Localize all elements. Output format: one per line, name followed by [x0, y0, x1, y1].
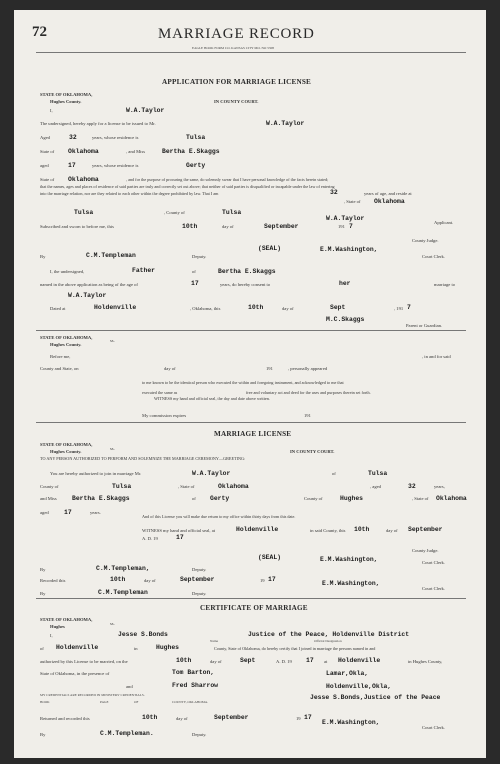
lic-ss: ss. — [110, 446, 115, 451]
cert-r-month: September — [214, 714, 249, 721]
lic-rec-day-of: day of — [144, 578, 156, 583]
cert-and: and — [126, 684, 133, 689]
cert-i: I, — [50, 633, 53, 638]
lic-clerk-name: E.M.Washington, — [320, 556, 378, 563]
cert-book: BOOK — [40, 700, 50, 704]
lic-years: years, — [434, 484, 445, 489]
consent-of: of — [192, 269, 196, 274]
lic-w-day-of: day of — [386, 528, 398, 533]
lic-county-of-2: County of — [304, 496, 323, 501]
cert-by: By — [40, 732, 46, 737]
consent-text-2: years, do hereby consent to — [220, 282, 271, 287]
subscribed-label: Subscribed and sworn to before me, this — [40, 224, 114, 229]
ack-county: Hughes County. — [50, 342, 82, 347]
lic-aged: , aged — [370, 484, 381, 489]
lic-groom: W.A.Taylor — [192, 470, 231, 477]
divider — [36, 330, 466, 331]
cert-r-clerk: E.M.Washington, — [322, 719, 380, 726]
cert-county: Hughes — [50, 624, 65, 629]
app-text: The undersigned, hereby apply for a license to be issued to Mr. — [40, 121, 156, 126]
lic-bride-county: Hughes — [340, 495, 364, 502]
certificate-header: CERTIFICATE OF MARRIAGE — [200, 604, 308, 612]
oath-text-1: , and for the purpose of procuring the same, do solemnly swear that I have personal knowledge of the facts herein stated; — [126, 177, 329, 182]
lic-witness-place: Holdenville — [236, 526, 279, 533]
lic-rec-month: September — [180, 576, 215, 583]
cert-name-label: Name — [210, 639, 219, 643]
cert-ss: ss. — [110, 621, 115, 626]
cert-m-day: 10th — [176, 657, 192, 664]
cert-county-name: Hughes — [156, 644, 180, 651]
aged-label: Aged — [40, 135, 50, 140]
lic-state-of-2: , State of — [412, 496, 429, 501]
sub-day: 10th — [182, 223, 198, 230]
lic-groom-city: Tulsa — [368, 470, 388, 477]
ack-known: to me known to be the identical person who executed the within and foregoing instrument, and acknowledged to me that — [142, 380, 344, 385]
ack-year: 191 — [266, 366, 273, 371]
dated-day-of: day of — [282, 306, 294, 311]
lic-bride-age: 17 — [64, 509, 72, 516]
applicant-sig: W.A.Taylor — [326, 215, 365, 222]
cert-r-day: 10th — [142, 714, 158, 721]
lic-witness: WITNESS my hand and official seal, at — [142, 528, 216, 533]
oklahoma-this: , Oklahoma, this — [190, 306, 221, 311]
cert-witness-2: Fred Sharrow — [172, 682, 219, 689]
lic-state-of: , State of — [178, 484, 195, 489]
bride-age: 17 — [68, 162, 76, 169]
lic-rec-court-clerk: Court Clerk. — [422, 586, 445, 591]
cert-authorized-by: authorized by this License to be married, on the — [40, 659, 128, 664]
cert-in: in — [134, 646, 138, 651]
parent-sig: M.C.Skaggs — [326, 316, 365, 323]
cert-witness-1-addr: Lamar,Okla, — [326, 670, 369, 677]
lic-of: of — [332, 471, 336, 476]
divider — [36, 422, 466, 423]
affiant-age: 32 — [330, 189, 338, 196]
day-of-label: day of — [222, 224, 234, 229]
clerk-name: E.M.Washington, — [320, 246, 378, 253]
affiant-city: Tulsa — [74, 209, 94, 216]
ack-in-and-for: , in and for said — [422, 354, 451, 359]
groom-state: Oklahoma — [68, 148, 99, 155]
ack-executed: executed the same as — [142, 390, 178, 395]
ack-witness: WITNESS my hand and official seal, the day and date above written. — [154, 396, 270, 401]
ack-before-me: Before me, — [50, 354, 71, 359]
record-page: 72 MARRIAGE RECORD EAGLE BOOK FORM CO. KANSAS CITY MO. NO 5308 APPLICATION FOR MARRIAGE LICENSE STATE OF OKLAHOMA, Hughes County. IN COUNTY COURT. I, W.A.Taylor The undersigned, hereby apply for a license to be issued to Mr. W.A.Taylor Aged 32 years, whose residence is Tulsa State of Oklahoma , and Miss Bertha E.Skaggs aged 17 years, whose residence is Gerty State of Oklahoma , and for the purpose of procuring the same, do solemnly swear that I have personal knowledge of the facts herein stated; that the names, ages and places of residence of said parties are truly and correctly set out above; that neither of said parties is disqualified or incapable under the law of entering into the marriage relation, nor are they related to each other within the degree prohibited by law. That I am 32 years of age, and reside at Oklahoma Tulsa , County of Tulsa , State of W.A.Taylor Subscribed and sworn to before me, this 10th day of September 191 7 Applicant. County Judge. By C.M.Templeman Deputy. (SEAL) E.M.Washington, Court Clerk. I, the undersigned, Father of Bertha E.Skaggs named in the above application as being of the age of 17 years, do hereby consent to her marriage to W.A.Taylor Dated at Holdenville , Oklahoma, this 10th day of Sept , 191 7 M.C.Skaggs Parent or Guardian. STATE OF OKLAHOMA, Hughes County. ss. Before me, , in and for said County and State, on day of 191 , personally appeared to me known to be the identical person who executed the within and foregoing instrument, and acknowledged to me that executed the same as free and voluntary act and deed for the uses and purposes therein set forth. WITNESS my hand and official seal, the day and date above written. My commission expires 191 MARRIAGE LICENSE STATE OF OKLAHOMA, Hughes County. ss. IN COUNTY COURT. TO ANY PERSON AUTHORIZED TO PERFORM AND SOLEMNIZE THE MARRIAGE CEREMONY—GREETING: You are hereby authorized to join in marriage Mr. W.A.Taylor of Tulsa County of Tulsa , State of Oklahoma , aged 32 years, and Miss Bertha E.Skaggs of Gerty County of Hughes , State of Oklahoma aged 17 years. And of this License you will make due return to my office within thirty days from this date. WITNESS my hand and official seal, at Holdenville in said County, this 10th day of September A. D. 19 17 County Judge. (SEAL) E.M.Washington, Court Clerk. By C.M.Templeman, Deputy. Recorded this 10th day of September 19 17 E.M.Washington, Court Clerk. By C.M.Templeman Deputy. CERTIFICATE OF MARRIAGE STATE OF OKLAHOMA, Hughes ss. I, Jesse S.Bonds Name Justice of the Peace, Holdenville District Official Designation of Holdenville in Hughes County, State of Oklahoma, do hereby certify that I joined in marriage the persons named in and authorized by this License to be married, on the 10th day of Sept A. D. 19 17 at Holdenville in Hughes County, State of Oklahoma, in the presence of Tom Barton, Lamar,Okla, and Fred Sharrow Holdenville,Okla, MY CREDENTIALS ARE RECORDED IN MINISTERS' CREDENTIALS. BOOK PAGE OF COUNTY, OKLAHOMA. Jesse S.Bonds,Justice of the Peace Returned and recorded this 10th day of September 19 17 E.M.Washington, Court Clerk. By C.M.Templeman. Deputy. — [14, 10, 486, 758]
consent-groom: W.A.Taylor — [68, 292, 107, 299]
dated-month: Sept — [330, 304, 346, 311]
state-of-label-2: , State of — [344, 199, 361, 204]
ack-state: STATE OF OKLAHOMA, — [40, 335, 93, 340]
oath-text-2: that the names, ages and places of residence of said parties are truly and correctly set out above; that neither of said parties is disqualified or incapable under the law of entering — [40, 184, 335, 189]
lic-by: By — [40, 567, 46, 572]
lic-rec-clerk: E.M.Washington, — [322, 580, 380, 587]
ack-ss: ss. — [110, 338, 115, 343]
state-label-2: State of — [40, 177, 55, 182]
lic-aged-2: aged — [40, 510, 49, 515]
cert-place: Holdenville — [56, 644, 99, 651]
lic-authorized: You are hereby authorized to join in marriage Mr. — [50, 471, 142, 476]
cert-ad: A. D. 19 — [276, 659, 292, 664]
cert-page: PAGE — [100, 700, 109, 704]
lic-recorded: Recorded this — [40, 578, 66, 583]
lic-years-2: years. — [90, 510, 101, 515]
cert-m-day-of: day of — [210, 659, 222, 664]
lic-deputy-name: C.M.Templeman, — [96, 565, 150, 572]
bride-residence: Gerty — [186, 162, 206, 169]
lic-return: And of this License you will make due return to my office within thirty days from this date. — [142, 514, 296, 519]
lic-groom-age: 32 — [408, 483, 416, 490]
county-of-label: , County of — [164, 210, 185, 215]
ack-commission: My commission expires — [142, 413, 187, 418]
cert-county-oklahoma: COUNTY, OKLAHOMA. — [172, 700, 209, 704]
lic-rec-day: 10th — [110, 576, 126, 583]
lic-rec-deputy: C.M.Templeman — [98, 589, 148, 596]
lic-w-year: 17 — [176, 534, 184, 541]
consent-text: named in the above application as being of the age of — [40, 282, 138, 287]
cert-officiant-title: Justice of the Peace, Holdenville District — [248, 631, 410, 638]
cert-officiant-sig: Jesse S.Bonds,Justice of the Peace — [310, 694, 441, 701]
cert-r-deputy-label: Deputy. — [192, 732, 207, 737]
lic-w-month: September — [408, 526, 443, 533]
cert-returned: Returned and recorded this — [40, 716, 90, 721]
ack-day-of: day of — [164, 366, 176, 371]
bride-state: Oklahoma — [68, 176, 99, 183]
sub-month: September — [264, 223, 299, 230]
page-number: 72 — [32, 24, 47, 40]
app-county: Hughes County. — [50, 99, 82, 104]
app-court: IN COUNTY COURT. — [214, 99, 259, 104]
divider — [36, 52, 466, 53]
cert-in-hughes: in Hughes County, — [408, 659, 443, 664]
publisher-line: EAGLE BOOK FORM CO. KANSAS CITY MO. NO 5308 — [192, 46, 275, 50]
cert-officiant: Jesse S.Bonds — [118, 631, 168, 638]
cert-at: at — [324, 659, 328, 664]
seal: (SEAL) — [258, 245, 282, 252]
lic-deputy-label: Deputy. — [192, 567, 207, 572]
lic-bride: Bertha E.Skaggs — [72, 495, 130, 502]
county-judge-label: County Judge. — [412, 238, 439, 243]
cert-county-state: County, State of Oklahoma, do hereby certify that I joined in marriage the persons named in and — [214, 646, 376, 651]
ack-commission-year: 191 — [304, 413, 311, 418]
lic-greeting: TO ANY PERSON AUTHORIZED TO PERFORM AND SOLEMNIZE THE MARRIAGE CEREMONY—GREETING: — [40, 456, 246, 461]
residence-label-2: years, whose residence is — [92, 163, 139, 168]
lic-county-of: County of — [40, 484, 59, 489]
lic-of-2: of — [192, 496, 196, 501]
consent-relation: Father — [132, 267, 156, 274]
application-header: APPLICATION FOR MARRIAGE LICENSE — [162, 78, 312, 86]
ack-personally: , personally appeared — [288, 366, 328, 371]
cert-state-presence: State of Oklahoma, in the presence of — [40, 671, 110, 676]
lic-county: Hughes County. — [50, 449, 82, 454]
cert-witness-1: Tom Barton, — [172, 669, 215, 676]
lic-groom-county: Tulsa — [112, 483, 132, 490]
applicant-name: W.A.Taylor — [126, 107, 165, 114]
lic-and-miss: and Miss — [40, 496, 57, 501]
affiant-county: Tulsa — [222, 209, 242, 216]
lic-court-clerk: Court Clerk. — [422, 560, 445, 565]
lic-bride-city: Gerty — [210, 495, 230, 502]
cert-r-year: 17 — [304, 714, 312, 721]
license-header: MARRIAGE LICENSE — [214, 430, 292, 438]
lic-groom-state: Oklahoma — [218, 483, 249, 490]
bride-name: Bertha E.Skaggs — [162, 148, 220, 155]
mr-name: W.A.Taylor — [266, 120, 305, 127]
cert-credentials: MY CREDENTIALS ARE RECORDED IN MINISTERS' CREDENTIALS. — [40, 693, 145, 697]
dated-year-prefix: , 191 — [394, 306, 404, 311]
cert-of: of — [40, 646, 44, 651]
lic-rec-year-prefix: 19 — [260, 578, 265, 583]
applicant-label: Applicant. — [434, 220, 454, 225]
lic-bride-state: Oklahoma — [436, 495, 467, 502]
oath-text-3: into the marriage relation, nor are they related to each other within the degree prohibited by law. That I am — [40, 191, 219, 196]
by-label: By — [40, 254, 46, 259]
oath-text-4: years of age, and reside at — [364, 191, 412, 196]
page-title: MARRIAGE RECORD — [158, 26, 315, 42]
cert-title-label: Official Designation — [314, 639, 342, 643]
cert-r-year-prefix: 19 — [296, 716, 301, 721]
aged-label-2: aged — [40, 163, 49, 168]
dated-year: 7 — [407, 304, 411, 311]
groom-age: 32 — [69, 134, 77, 141]
cert-witness-2-addr: Holdenville,Okla, — [326, 683, 392, 690]
lic-rec-year: 17 — [268, 576, 276, 583]
parent-label: Parent or Guardian. — [406, 323, 443, 328]
consent-age: 17 — [191, 280, 199, 287]
court-clerk-label: Court Clerk. — [422, 254, 445, 259]
cert-r-day-of: day of — [176, 716, 188, 721]
lic-seal: (SEAL) — [258, 554, 282, 561]
deputy-name: C.M.Templeman — [86, 252, 136, 259]
divider — [36, 598, 466, 599]
app-state: STATE OF OKLAHOMA, — [40, 92, 93, 97]
lic-ad: A. D. 19 — [142, 536, 158, 541]
cert-m-place: Holdenville — [338, 657, 381, 664]
cert-r-deputy: C.M.Templeman. — [100, 730, 154, 737]
cert-state: STATE OF OKLAHOMA, — [40, 617, 93, 622]
lic-by-2: By — [40, 591, 46, 596]
residence-label: years, whose residence is — [92, 135, 139, 140]
consent-child: Bertha E.Skaggs — [218, 268, 276, 275]
dated-place: Holdenville — [94, 304, 137, 311]
cert-m-month: Sept — [240, 657, 256, 664]
groom-residence: Tulsa — [186, 134, 206, 141]
lic-county-judge: County Judge. — [412, 548, 439, 553]
cert-r-court-clerk: Court Clerk. — [422, 725, 445, 730]
dated-at-label: Dated at — [50, 306, 66, 311]
dated-day: 10th — [248, 304, 264, 311]
cert-of-county: OF — [134, 700, 139, 704]
ack-county-state: County and State, on — [40, 366, 79, 371]
consent-pronoun: her — [339, 280, 351, 287]
year-prefix: 191 — [338, 224, 345, 229]
lic-state: STATE OF OKLAHOMA, — [40, 442, 93, 447]
lic-court: IN COUNTY COURT. — [290, 449, 335, 454]
lic-rec-deputy-label: Deputy. — [192, 591, 207, 596]
consent-marriage-to: marriage to — [434, 282, 456, 287]
deputy-label: Deputy. — [192, 254, 207, 259]
lic-in-said: in said County, this — [310, 528, 346, 533]
lic-w-day: 10th — [354, 526, 370, 533]
state-label: State of — [40, 149, 55, 154]
sub-year: 7 — [349, 223, 353, 230]
and-miss-label: , and Miss — [126, 149, 146, 154]
consent-undersigned: I, the undersigned, — [50, 269, 85, 274]
cert-m-year: 17 — [306, 657, 314, 664]
ack-free: free and voluntary act and deed for the uses and purposes therein set forth. — [246, 390, 371, 395]
oath-state: Oklahoma — [374, 198, 405, 205]
